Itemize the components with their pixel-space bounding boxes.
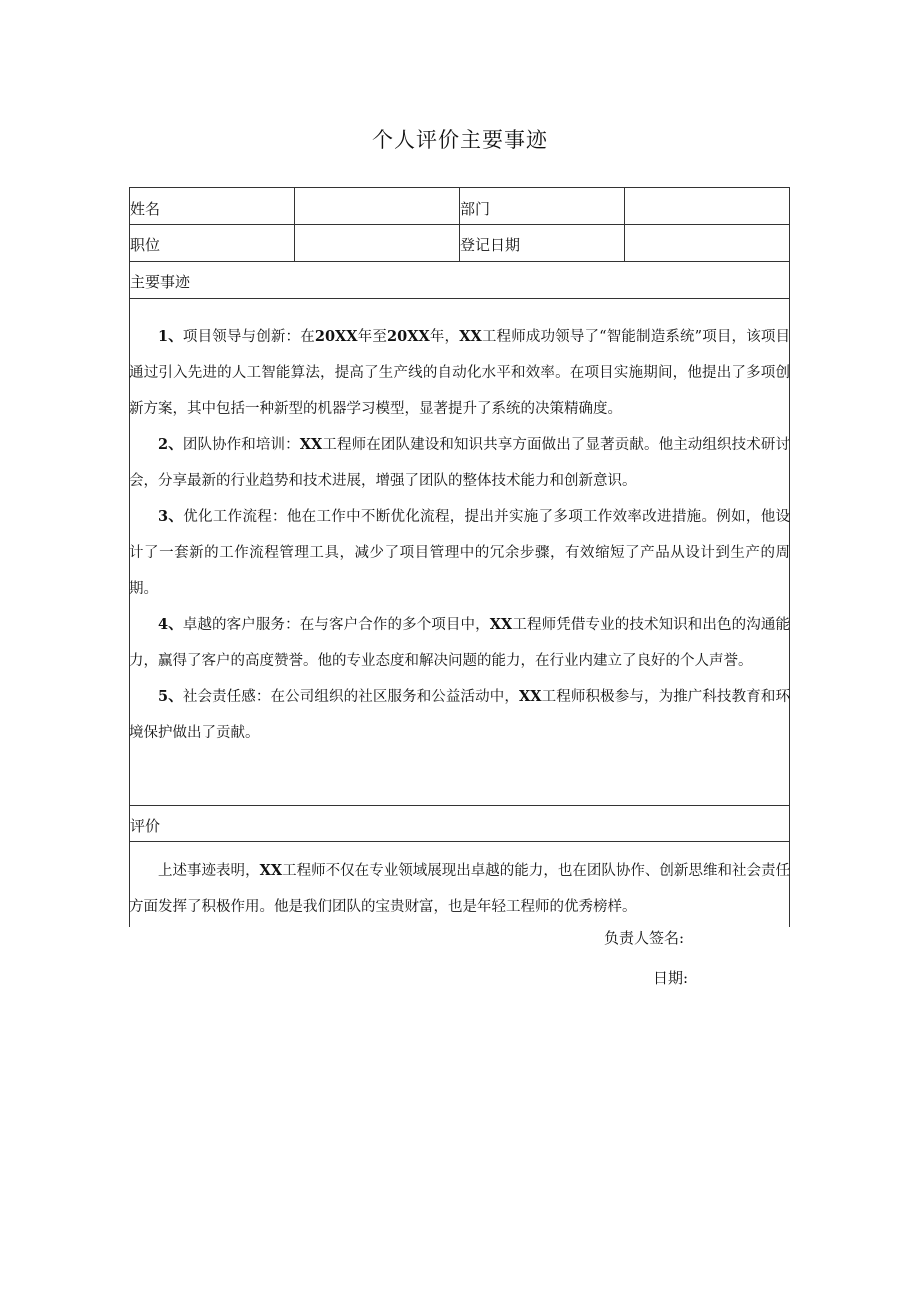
- position-label: 职位: [130, 236, 161, 254]
- evaluation-text: 上述事迹表明，: [158, 863, 260, 879]
- deed-number: 3、: [158, 508, 184, 525]
- deed-text: 工程师在团队建设和知识共享方面做出了显著贡献。他主动组织技术研讨会，分享最新的行业趋势和技术进展，增强了团队的整体技术能力和创新意识。: [129, 437, 791, 489]
- deed-text: 工程师凭借专业的技术知识和出色的沟通能力，赢得了客户的高度赞誉。他的专业态度和解决问题的能力，在行业内建立了良好的个人声誉。: [129, 617, 791, 669]
- deed-name-placeholder: XX: [459, 328, 482, 345]
- deed-year: 20XX: [314, 328, 358, 345]
- evaluation-paragraph: [129, 853, 790, 925]
- deed-text: 卓越的客户服务：在与客户合作的多个项目中，: [182, 617, 490, 633]
- deed-text: 年，: [429, 329, 460, 345]
- main-deeds-header: 主要事迹: [130, 273, 191, 291]
- deed-number: 5、: [158, 688, 183, 705]
- deed-text: 项目领导与创新：在: [182, 329, 315, 345]
- deed-year: 20XX: [387, 328, 430, 345]
- deed-text: 团队协作和培训：: [182, 437, 300, 453]
- table-row-divider: [129, 805, 790, 806]
- deed-item-4: [129, 607, 790, 679]
- deed-text: 工程师积极参与，为推广科技教育和环境保护做出了贡献。: [129, 689, 791, 741]
- deed-text: 工程师成功领导了“智能制造系统”项目，该项目通过引入先进的人工智能算法，提高了生产线的自动化水平和效率。在项目实施期间，他提出了多项创新方案，其中包括一种新型的机器学习模型，显著提升了系统的决策精确度。: [129, 329, 791, 417]
- deed-text: 优化工作流程：他在工作中不断优化流程，提出并实施了多项工作效率改进措施。例如，他设计了一套新的工作流程管理工具，减少了项目管理中的冗余步骤，有效缩短了产品从设计到生产的周期。: [129, 509, 791, 597]
- deed-item-2: [129, 427, 790, 499]
- table-row-divider: [129, 298, 790, 299]
- evaluation-name-placeholder: XX: [259, 862, 283, 879]
- evaluation-form-table: [129, 187, 790, 927]
- table-column-divider: [294, 187, 295, 261]
- department-label: 部门: [460, 200, 491, 218]
- deed-text: 社会责任感：在公司组织的社区服务和公益活动中，: [182, 689, 520, 705]
- deed-number: 2、: [158, 436, 183, 453]
- signer-signature-label: 负责人签名:: [604, 929, 685, 947]
- table-row-divider: [129, 841, 790, 842]
- deed-item-1: [129, 319, 790, 427]
- deed-name-placeholder: XX: [519, 688, 542, 705]
- registration-date-label: 登记日期: [460, 236, 521, 254]
- deed-number: 1、: [158, 328, 183, 345]
- evaluation-text: 工程师不仅在专业领域展现出卓越的能力，也在团队协作、创新思维和社会责任方面发挥了积极作用。他是我们团队的宝贵财富，也是年轻工程师的优秀榜样。: [129, 863, 791, 915]
- name-label: 姓名: [130, 200, 161, 218]
- deed-name-placeholder: XX: [299, 436, 323, 453]
- main-deeds-body: [129, 319, 790, 751]
- page-title: 个人评价主要事迹: [372, 128, 548, 152]
- deed-text: 年至: [357, 329, 388, 345]
- evaluation-body: [129, 853, 790, 925]
- table-column-divider: [624, 187, 625, 261]
- deed-item-3: [129, 499, 790, 607]
- deed-number: 4、: [158, 616, 183, 633]
- table-row-divider: [129, 261, 790, 262]
- deed-name-placeholder: XX: [489, 616, 513, 633]
- evaluation-header: 评价: [130, 817, 161, 835]
- signature-date-label: 日期:: [653, 969, 689, 987]
- deed-item-5: [129, 679, 790, 751]
